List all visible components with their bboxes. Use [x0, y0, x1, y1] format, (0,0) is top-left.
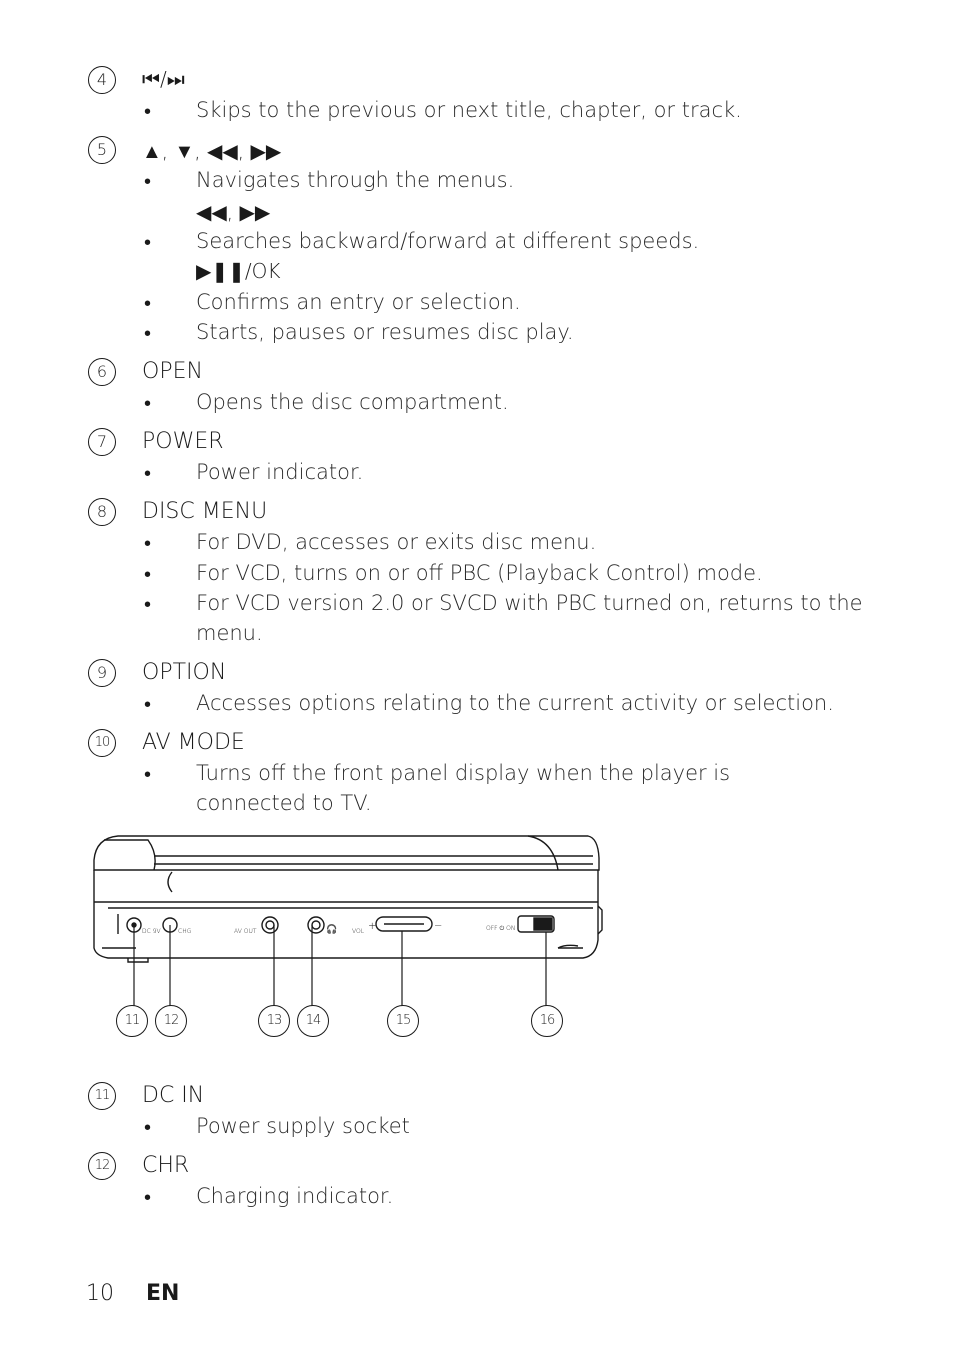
bullet-text: Power supply socket — [196, 1114, 410, 1138]
play-pause-ok-icon: ▶❚❚/OK — [196, 259, 281, 283]
bullet-text: For VCD, turns on or off PBC (Playback Control) mode. — [196, 561, 763, 585]
bullet-text: Confirms an entry or selection. — [196, 290, 521, 314]
callout-13: 13 — [258, 1005, 290, 1037]
bullet-text: Navigates through the menus. — [196, 168, 515, 192]
vol-minus: − — [434, 921, 443, 932]
item-number-12: 12 — [88, 1152, 116, 1180]
av-out-label: AV OUT — [234, 928, 257, 935]
bullet: • — [144, 762, 152, 786]
dc-label: DC 9V — [142, 928, 161, 935]
page-number: 10 — [86, 1281, 114, 1306]
item-number-4: 4 — [88, 66, 116, 94]
language-code: EN — [146, 1281, 180, 1306]
item-number-8: 8 — [88, 498, 116, 526]
callout-14: 14 — [297, 1005, 329, 1037]
item-number-5: 5 — [88, 136, 116, 164]
bullet: • — [144, 99, 152, 123]
section-title: POWER — [142, 429, 224, 454]
av-out-socket — [262, 917, 278, 933]
nav-arrows-icon: ▲, ▼, ◀◀, ▶▶ — [142, 139, 282, 163]
callout-12: 12 — [155, 1005, 187, 1037]
headphone-icon: 🎧 — [326, 925, 338, 935]
bullet: • — [144, 692, 152, 716]
bullet: • — [144, 592, 152, 616]
bullet-text: Power indicator. — [196, 460, 364, 484]
bullet: • — [144, 531, 152, 555]
section-title: CHR — [142, 1153, 190, 1178]
bullet-text: Starts, pauses or resumes disc play. — [196, 320, 574, 344]
bullet-text: Accesses options relating to the current activity or selection. — [196, 691, 834, 715]
vol-plus: + — [368, 921, 377, 932]
prev-next-icon: ⏮/⏭ — [142, 67, 185, 91]
callout-16: 16 — [531, 1005, 563, 1037]
bullet-text: For DVD, accesses or exits disc menu. — [196, 530, 597, 554]
bullet: • — [144, 291, 152, 315]
bullet-text: Skips to the previous or next title, chapter, or track. — [196, 98, 742, 122]
section-title: OPEN — [142, 359, 203, 384]
callout-15: 15 — [387, 1005, 419, 1037]
section-title: DISC MENU — [142, 499, 268, 524]
bullet: • — [144, 461, 152, 485]
bullet: • — [144, 1185, 152, 1209]
item-number-10: 10 — [88, 729, 116, 757]
bullet: • — [144, 169, 152, 193]
section-title: OPTION — [142, 660, 227, 685]
headphone-socket — [308, 917, 324, 933]
bullet-text: Charging indicator. — [196, 1184, 394, 1208]
item-number-11: 11 — [88, 1082, 116, 1110]
rewind-forward-icon: ◀◀, ▶▶ — [196, 200, 271, 224]
section-title: AV MODE — [142, 730, 245, 755]
section-title: DC IN — [142, 1083, 205, 1108]
bullet: • — [144, 230, 152, 254]
bullet-text: Opens the disc compartment. — [196, 390, 509, 414]
item-number-6: 6 — [88, 358, 116, 386]
bullet-text: Turns off the front panel display when the player is connected to TV. — [196, 761, 731, 815]
bullet: • — [144, 562, 152, 586]
bullet: • — [144, 321, 152, 345]
callout-11: 11 — [116, 1005, 148, 1037]
bullet-text: For VCD version 2.0 or SVCD with PBC turned on, returns to the menu. — [196, 591, 863, 645]
vol-label: VOL — [352, 928, 365, 935]
bullet: • — [144, 1115, 152, 1139]
item-number-9: 9 — [88, 659, 116, 687]
bullet: • — [144, 391, 152, 415]
bullet-text: Searches backward/forward at different speeds. — [196, 229, 700, 253]
off-on-label: OFF ⏻ ON — [486, 925, 516, 932]
item-number-7: 7 — [88, 428, 116, 456]
chr-label: CHG — [178, 928, 192, 935]
